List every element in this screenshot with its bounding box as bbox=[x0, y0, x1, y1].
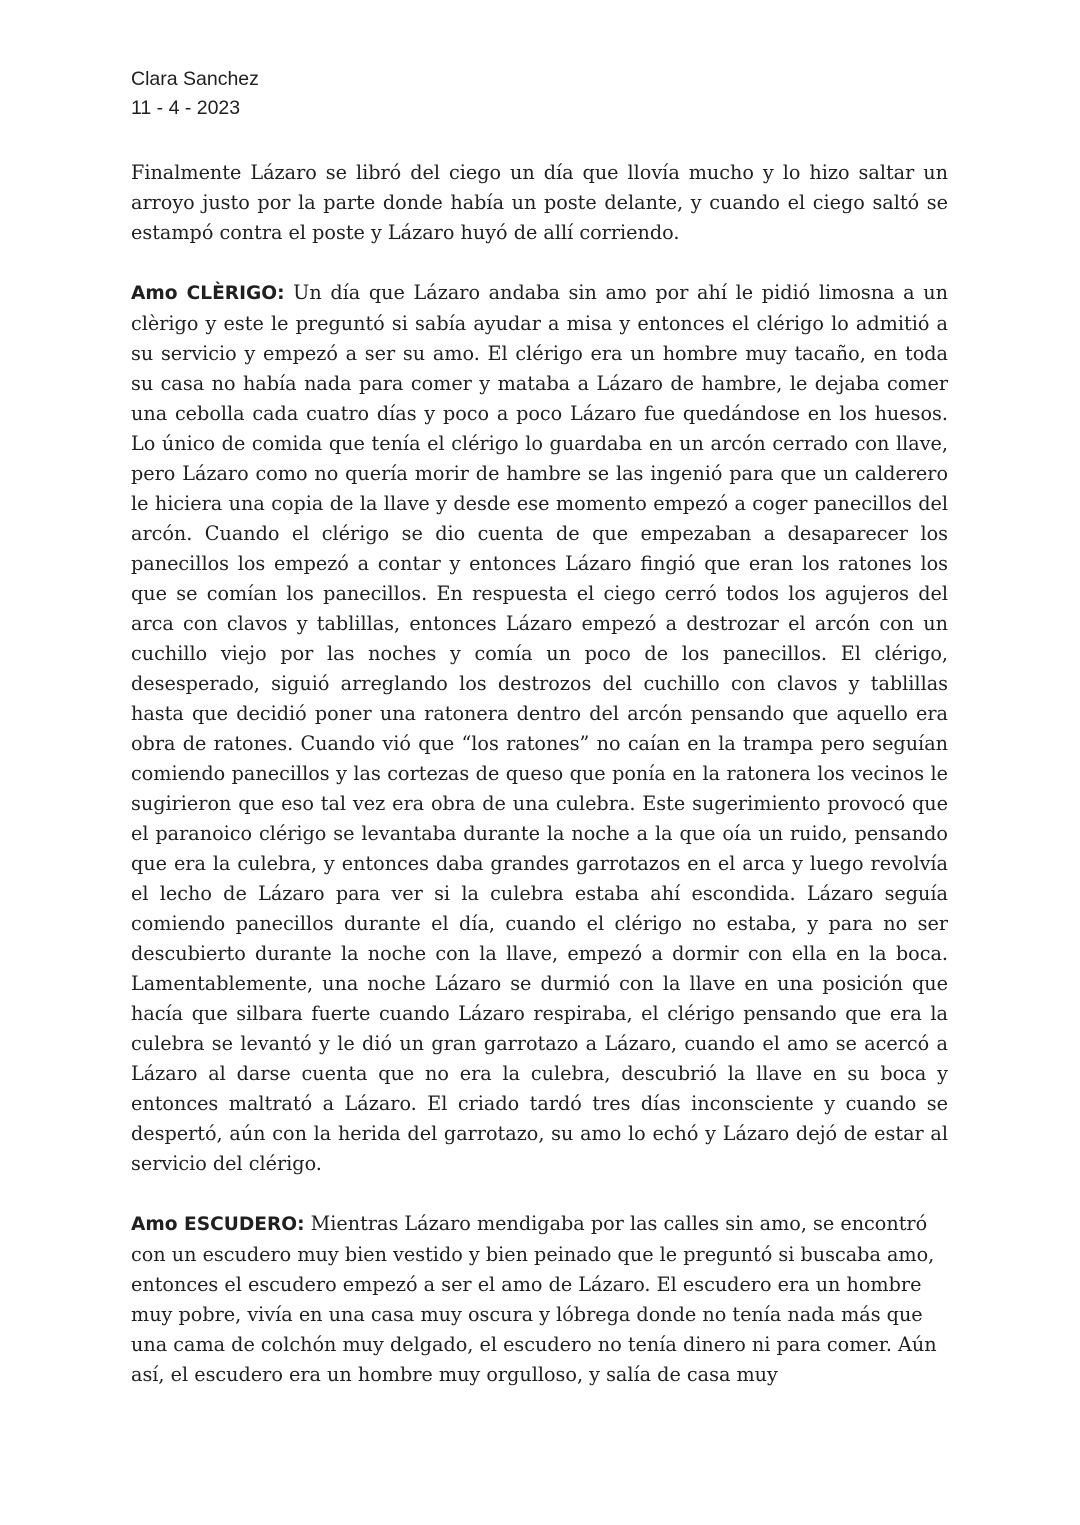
paragraph-text: Mientras Lázaro mendigaba por las calles sin amo, se encontró con un escudero muy bien vestido y bien peinado que le preguntó si buscaba amo, entonces el escudero empezó a ser el amo de Lázaro. El escudero era un hombre muy pobre, vivía en una casa muy oscura y lóbrega donde no tenía nada más que una cama de colchón muy delgado, el escudero no tenía dinero ni para comer. Aún así, el escudero era un hombre muy orgulloso, y salía de casa muy bbox=[131, 1212, 937, 1386]
paragraph-amo-escudero bbox=[131, 1209, 948, 1390]
section-heading-escudero: Amo ESCUDERO: bbox=[131, 1214, 305, 1235]
document-body bbox=[131, 158, 948, 1420]
paragraph-text: Finalmente Lázaro se libró del ciego un día que llovía mucho y lo hizo saltar un arroyo justo por la parte donde había un poste delante, y cuando el ciego saltó se estampó contra el poste y Lázaro huyó de allí corriendo. bbox=[131, 161, 948, 244]
document-header bbox=[131, 65, 259, 123]
paragraph-text: Un día que Lázaro andaba sin amo por ahí le pidió limosna a un clèrigo y este le preguntó si sabía ayudar a misa y entonces el clérigo lo admitió a su servicio y empezó a ser su amo. El clérigo era un hombre muy tacaño, en toda su casa no había nada para comer y mataba a Lázaro de hambre, le dejaba comer una cebolla cada cuatro días y poco a poco Lázaro fue quedándose en los huesos. Lo único de comida que tenía el clérigo lo guardaba en un arcón cerrado con llave, pero Lázaro como no quería morir de hambre se las ingenió para que un calderero le hiciera una copia de la llave y desde ese momento empezó a coger panecillos del arcón. Cuando el clérigo se dio cuenta de que empezaban a desaparecer los panecillos los empezó a contar y entonces Lázaro fingió que eran los ratones los que se comían los panecillos. En respuesta el ciego cerró todos los agujeros del arca con clavos y tablillas, entonces Lázaro empezó a destrozar el arcón con un cuchillo viejo por las noches y comía un poco de los panecillos. El clérigo, desesperado, siguió arreglando los destrozos del cuchillo con clavos y tablillas hasta que decidió poner una ratonera dentro del arcón pensando que aquello era obra de ratones. Cuando vió que “los ratones” no caían en la trampa pero seguían comiendo panecillos y las cortezas de queso que ponía en la ratonera los vecinos le sugirieron que eso tal vez era obra de una culebra. Este sugerimiento provocó que el paranoico clérigo se levantaba durante la noche a la que oía un ruido, pensando que era la culebra, y entonces daba grandes garrotazos en el arca y luego revolvía el lecho de Lázaro para ver si la culebra estaba ahí escondida. Lázaro seguía comiendo panecillos durante el día, cuando el clérigo no estaba, y para no ser descubierto durante la noche con la llave, empezó a dormir con ella en la boca. Lamentablemente, una noche Lázaro se durmió con la llave en una posición que hacía que silbara fuerte cuando Lázaro respiraba, el clérigo pensando que era la culebra se levantó y le dió un gran garrotazo a Lázaro, cuando el amo se acercó a Lázaro al darse cuenta que no era la culebra, descubrió la llave en su boca y entonces maltrató a Lázaro. El criado tardó tres días inconsciente y cuando se despertó, aún con la herida del garrotazo, su amo lo echó y Lázaro dejó de estar al servicio del clérigo. bbox=[131, 281, 948, 1175]
document-date: 11 - 4 - 2023 bbox=[131, 97, 241, 119]
author-name: Clara Sanchez bbox=[131, 68, 259, 90]
paragraph-ciego-ending bbox=[131, 158, 948, 248]
paragraph-amo-clerigo bbox=[131, 278, 948, 1179]
section-heading-clerigo: Amo CLÈRIGO: bbox=[131, 283, 285, 304]
